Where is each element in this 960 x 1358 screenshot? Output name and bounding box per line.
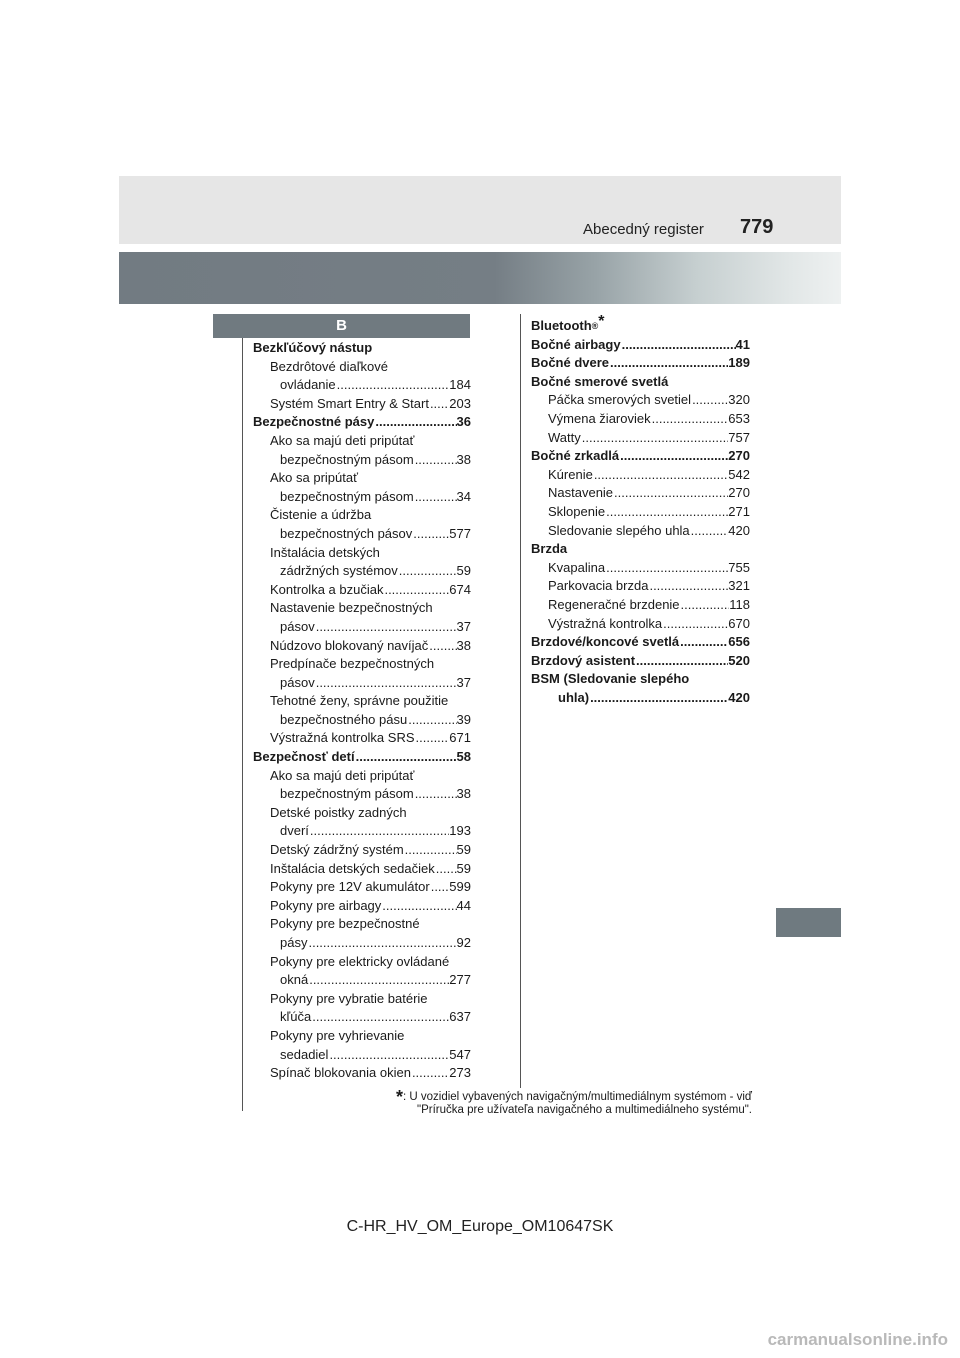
index-entry-page[interactable]: 92 xyxy=(456,935,471,950)
index-entry-page[interactable]: 59 xyxy=(456,860,471,876)
index-entry xyxy=(253,599,471,618)
leader-dots xyxy=(411,1064,449,1083)
index-entry xyxy=(253,990,471,1009)
index-entry-text: Núdzovo blokovaný navíjač xyxy=(270,637,429,653)
index-entry-text: kľúča xyxy=(280,1009,312,1025)
index-entry xyxy=(253,1064,471,1083)
index-entry-text: Bočné smerové svetlá xyxy=(531,373,669,389)
index-entry xyxy=(253,581,471,600)
leader-dots xyxy=(635,652,728,671)
index-entry xyxy=(253,785,471,804)
index-entry-text: Watty xyxy=(548,429,581,445)
index-entry-text: Sledovanie slepého uhla xyxy=(548,522,690,538)
index-entry xyxy=(531,503,750,522)
index-entry xyxy=(253,804,471,823)
index-entry-text: Bezpečnostné pásy xyxy=(253,414,375,430)
index-entry xyxy=(531,559,750,578)
index-entry-text: sedadiel xyxy=(280,1046,329,1062)
header-gradient-band xyxy=(119,252,841,304)
index-entry xyxy=(253,544,471,563)
index-entry-page[interactable]: 203 xyxy=(449,395,471,411)
index-entry-page[interactable]: 542 xyxy=(728,466,750,482)
index-entry xyxy=(253,1008,471,1027)
index-entry xyxy=(253,934,471,953)
index-entry xyxy=(253,767,471,786)
index-entry-page[interactable]: 37 xyxy=(456,618,471,634)
index-entry-text: Ako sa majú deti pripútať xyxy=(270,432,415,448)
index-entry-text: Pokyny pre vyhrievanie xyxy=(270,1027,405,1043)
index-entry-text: Bluetooth xyxy=(531,318,592,333)
index-entry-text: Kúrenie xyxy=(548,466,593,482)
leader-dots xyxy=(414,785,457,804)
index-entry xyxy=(253,395,471,414)
index-entry xyxy=(531,522,750,541)
leader-dots xyxy=(355,748,457,767)
leader-dots xyxy=(336,376,450,395)
leader-dots xyxy=(415,729,450,748)
page-number: 779 xyxy=(740,216,774,238)
index-entry-text: uhla) xyxy=(558,689,590,705)
leader-dots xyxy=(680,596,730,615)
index-entry-text: Pokyny pre elektricky ovládané xyxy=(270,953,450,969)
thumb-index-tab[interactable] xyxy=(776,908,841,937)
index-entry-text: Výstražná kontrolka xyxy=(548,615,663,631)
leader-dots xyxy=(381,897,456,916)
index-entry-text: bezpečnostným pásom xyxy=(280,451,414,467)
index-entry-page[interactable]: 37 xyxy=(456,674,471,690)
index-entry xyxy=(531,670,750,689)
index-entry xyxy=(253,674,471,693)
leader-dots xyxy=(429,395,449,414)
index-entry xyxy=(253,637,471,656)
index-entry-page[interactable]: 277 xyxy=(449,972,471,988)
index-entry-page[interactable]: 44 xyxy=(456,897,471,913)
index-entry xyxy=(531,540,750,559)
index-entry-text: Bočné dvere xyxy=(531,355,610,371)
index-entry-text: bezpečnostného pásu xyxy=(280,711,408,727)
index-entry xyxy=(531,354,750,373)
index-entry-page[interactable]: 637 xyxy=(449,1009,471,1025)
index-entry xyxy=(253,822,471,841)
index-entry xyxy=(253,729,471,748)
leader-dots xyxy=(374,413,456,432)
index-entry xyxy=(253,432,471,451)
index-entry xyxy=(253,618,471,637)
index-entry-text: pásov xyxy=(280,618,315,634)
leader-dots xyxy=(309,822,449,841)
index-entry xyxy=(253,1046,471,1065)
index-entry-page[interactable]: 34 xyxy=(456,488,471,504)
index-entry xyxy=(253,1027,471,1046)
index-entry xyxy=(531,466,750,485)
header-bar xyxy=(119,176,841,244)
leader-dots xyxy=(621,336,736,355)
index-entry-text: Pokyny pre bezpečnostné xyxy=(270,916,420,932)
index-entry xyxy=(253,971,471,990)
leader-dots xyxy=(311,1008,449,1027)
leader-dots xyxy=(315,618,457,637)
leader-dots xyxy=(691,391,728,410)
index-entry-page[interactable]: 520 xyxy=(728,652,750,668)
index-entry-page[interactable]: 270 xyxy=(728,485,750,501)
index-entry xyxy=(253,897,471,916)
index-entry xyxy=(253,655,471,674)
index-entry-text: pásov xyxy=(280,674,315,690)
index-entry-page[interactable]: 420 xyxy=(728,522,750,538)
index-entry-page[interactable]: 321 xyxy=(728,578,750,594)
leader-dots xyxy=(414,451,457,470)
footnote-asterisk: * xyxy=(395,1087,403,1107)
index-entry-text: Bezkľúčový nástup xyxy=(253,340,373,355)
index-entry-text: Detské poistky zadných xyxy=(270,804,407,820)
index-entry-page[interactable]: 757 xyxy=(728,429,750,445)
leader-dots xyxy=(613,484,728,503)
index-entry xyxy=(531,633,750,652)
index-entry-text: Detský zádržný systém xyxy=(270,842,404,858)
index-entry-text: okná xyxy=(280,972,309,988)
index-entry-text: Inštalácia detských xyxy=(270,544,380,560)
index-entry-text: Ako sa majú deti pripútať xyxy=(270,767,415,783)
leader-dots xyxy=(619,447,728,466)
leader-dots xyxy=(308,971,449,990)
watermark: carmanualsonline.info xyxy=(767,1330,948,1349)
index-entry-page[interactable]: 270 xyxy=(728,448,750,464)
index-entry-page[interactable]: 577 xyxy=(449,525,471,541)
index-entry-text: Bočné airbagy xyxy=(531,336,621,352)
index-entry-text: Predpínače bezpečnostných xyxy=(270,656,435,672)
index-entry xyxy=(253,841,471,860)
index-entry-page[interactable]: 189 xyxy=(728,355,750,371)
index-entry xyxy=(531,577,750,596)
index-entry-text: Tehotné ženy, správne použitie xyxy=(270,693,449,709)
index-entry-page[interactable]: 39 xyxy=(456,711,471,727)
index-entry-text: Sklopenie xyxy=(548,503,606,519)
leader-dots xyxy=(605,503,728,522)
leader-dots xyxy=(407,711,456,730)
index-entry xyxy=(253,506,471,525)
index-entry-text: Inštalácia detských sedačiek xyxy=(270,860,435,876)
index-entry-text: Výstražná kontrolka SRS xyxy=(270,730,415,746)
leader-dots xyxy=(428,637,456,656)
index-entry-text: Kontrolka a bzučiak xyxy=(270,581,384,597)
section-title: Abecedný register xyxy=(583,221,704,238)
index-entry-page[interactable]: 671 xyxy=(449,730,471,746)
footnote-line-2: "Príručka pre užívateľa navigačného a multimediálneho systému". xyxy=(417,1104,752,1116)
index-entry xyxy=(253,692,471,711)
index-entry xyxy=(531,484,750,503)
leader-dots xyxy=(651,410,729,429)
index-entry-text: bezpečnostných pásov xyxy=(280,525,413,541)
index-entry-text: BSM (Sledovanie slepého xyxy=(531,671,690,687)
index-entry-page[interactable]: 38 xyxy=(456,451,471,467)
leader-dots xyxy=(435,860,457,879)
index-entry-page[interactable]: 59 xyxy=(456,563,471,579)
leader-dots xyxy=(328,1046,449,1065)
index-entry-text: Páčka smerových svetiel xyxy=(548,392,692,408)
index-entry-text: Čistenie a údržba xyxy=(270,507,372,523)
index-entry-text: Parkovacia brzda xyxy=(548,578,649,594)
leader-dots xyxy=(307,934,456,953)
index-entry xyxy=(253,376,471,395)
index-column-1 xyxy=(253,339,471,1083)
index-entry-page[interactable]: 38 xyxy=(456,637,471,653)
column-divider-middle xyxy=(520,314,521,1088)
index-entry xyxy=(531,373,750,392)
index-entry-text: pásy xyxy=(280,935,308,950)
index-entry xyxy=(531,410,750,429)
index-entry xyxy=(253,358,471,377)
index-entry-page[interactable]: 41 xyxy=(735,336,750,352)
index-entry-text: Bezdrôtové diaľkové xyxy=(270,358,388,374)
index-entry-page[interactable]: 547 xyxy=(449,1046,471,1062)
index-entry xyxy=(531,689,750,708)
leader-dots xyxy=(383,581,449,600)
leader-dots xyxy=(679,633,728,652)
leader-dots xyxy=(609,354,728,373)
document-code: C-HR_HV_OM_Europe_OM10647SK xyxy=(346,1218,614,1235)
index-entry xyxy=(253,488,471,507)
index-entry-page[interactable]: 273 xyxy=(449,1065,471,1081)
index-entry-text: Ako sa pripútať xyxy=(270,470,358,486)
index-entry-page[interactable]: 38 xyxy=(456,786,471,802)
index-entry xyxy=(531,391,750,410)
index-entry-page[interactable]: 320 xyxy=(728,392,750,408)
index-entry-text: Nastavenie xyxy=(548,485,614,501)
index-entry-page[interactable]: 653 xyxy=(728,410,750,426)
index-entry-text: Pokyny pre vybratie batérie xyxy=(270,990,428,1006)
index-column-2 xyxy=(531,313,750,707)
index-entry-page[interactable]: 271 xyxy=(728,503,750,519)
index-entry-text: Výmena žiaroviek xyxy=(548,410,651,426)
index-entry xyxy=(253,748,471,767)
index-entry-text: bezpečnostným pásom xyxy=(280,786,414,802)
index-entry-text: Nastavenie bezpečnostných xyxy=(270,600,433,616)
leader-dots xyxy=(404,841,457,860)
column-divider-left xyxy=(242,338,243,1111)
index-entry xyxy=(531,447,750,466)
leader-dots xyxy=(430,878,450,897)
index-entry-page[interactable]: 755 xyxy=(728,559,750,575)
index-entry-page[interactable]: 193 xyxy=(449,823,471,839)
index-entry-text: zádržných systémov xyxy=(280,563,398,579)
leader-dots xyxy=(315,674,457,693)
index-entry-page[interactable]: 58 xyxy=(456,749,471,765)
index-entry xyxy=(531,336,750,355)
index-entry-page[interactable]: 36 xyxy=(456,414,471,430)
leader-dots xyxy=(662,615,728,634)
index-entry-text: ovládanie xyxy=(280,377,336,393)
index-entry xyxy=(253,711,471,730)
index-entry-page[interactable]: 656 xyxy=(728,634,750,650)
index-entry-text: bezpečnostným pásom xyxy=(280,488,414,504)
index-entry-text: Bočné zrkadlá xyxy=(531,448,620,464)
index-entry xyxy=(253,339,471,358)
index-entry-text: Kvapalina xyxy=(548,559,606,575)
index-entry-text: Brzdové/koncové svetlá xyxy=(531,634,680,650)
index-entry-text: Brzdový asistent xyxy=(531,652,636,668)
index-entry-page[interactable]: 118 xyxy=(729,596,750,612)
index-entry-text: dverí xyxy=(280,823,309,839)
index-entry-text: Bezpečnosť detí xyxy=(253,749,355,765)
leader-dots xyxy=(589,689,728,708)
index-entry xyxy=(253,953,471,972)
index-entry-text: Spínač blokovania okien xyxy=(270,1065,411,1081)
index-entry xyxy=(531,615,750,634)
leader-dots xyxy=(412,525,449,544)
leader-dots xyxy=(398,562,457,581)
index-entry xyxy=(531,313,750,336)
index-entry xyxy=(253,878,471,897)
index-entry-page[interactable]: 59 xyxy=(456,842,471,858)
index-entry xyxy=(253,413,471,432)
index-entry xyxy=(253,860,471,879)
index-entry xyxy=(531,652,750,671)
leader-dots xyxy=(581,429,729,448)
index-entry-page[interactable]: 670 xyxy=(728,615,750,631)
index-entry-text: Brzda xyxy=(531,541,568,557)
index-entry xyxy=(253,469,471,488)
leader-dots xyxy=(605,559,728,578)
index-entry-text: Pokyny pre 12V akumulátor xyxy=(270,879,430,895)
index-entry xyxy=(253,525,471,544)
leader-dots xyxy=(593,466,728,485)
index-entry xyxy=(531,429,750,448)
index-entry-page[interactable]: 184 xyxy=(449,377,471,393)
leader-dots xyxy=(648,577,728,596)
index-entry xyxy=(253,451,471,470)
footnote xyxy=(352,1088,752,1117)
index-entry xyxy=(253,915,471,934)
index-entry-page[interactable]: 674 xyxy=(449,581,471,597)
index-entry-text: Regeneračné brzdenie xyxy=(548,596,680,612)
index-entry xyxy=(531,596,750,615)
letter-heading: B xyxy=(213,314,470,338)
registered-mark: ® xyxy=(591,321,599,331)
footnote-asterisk-marker: * xyxy=(598,313,605,330)
index-entry-text: Systém Smart Entry & Start xyxy=(270,395,429,411)
leader-dots xyxy=(690,522,729,541)
index-entry-page[interactable]: 599 xyxy=(449,879,471,895)
index-entry xyxy=(253,562,471,581)
index-entry-text: Pokyny pre airbagy xyxy=(270,897,382,913)
leader-dots xyxy=(414,488,457,507)
footnote-line-1: : U vozidiel vybavených navigačným/multimediálnym systémom - viď xyxy=(403,1091,752,1103)
index-entry-page[interactable]: 420 xyxy=(728,689,750,705)
